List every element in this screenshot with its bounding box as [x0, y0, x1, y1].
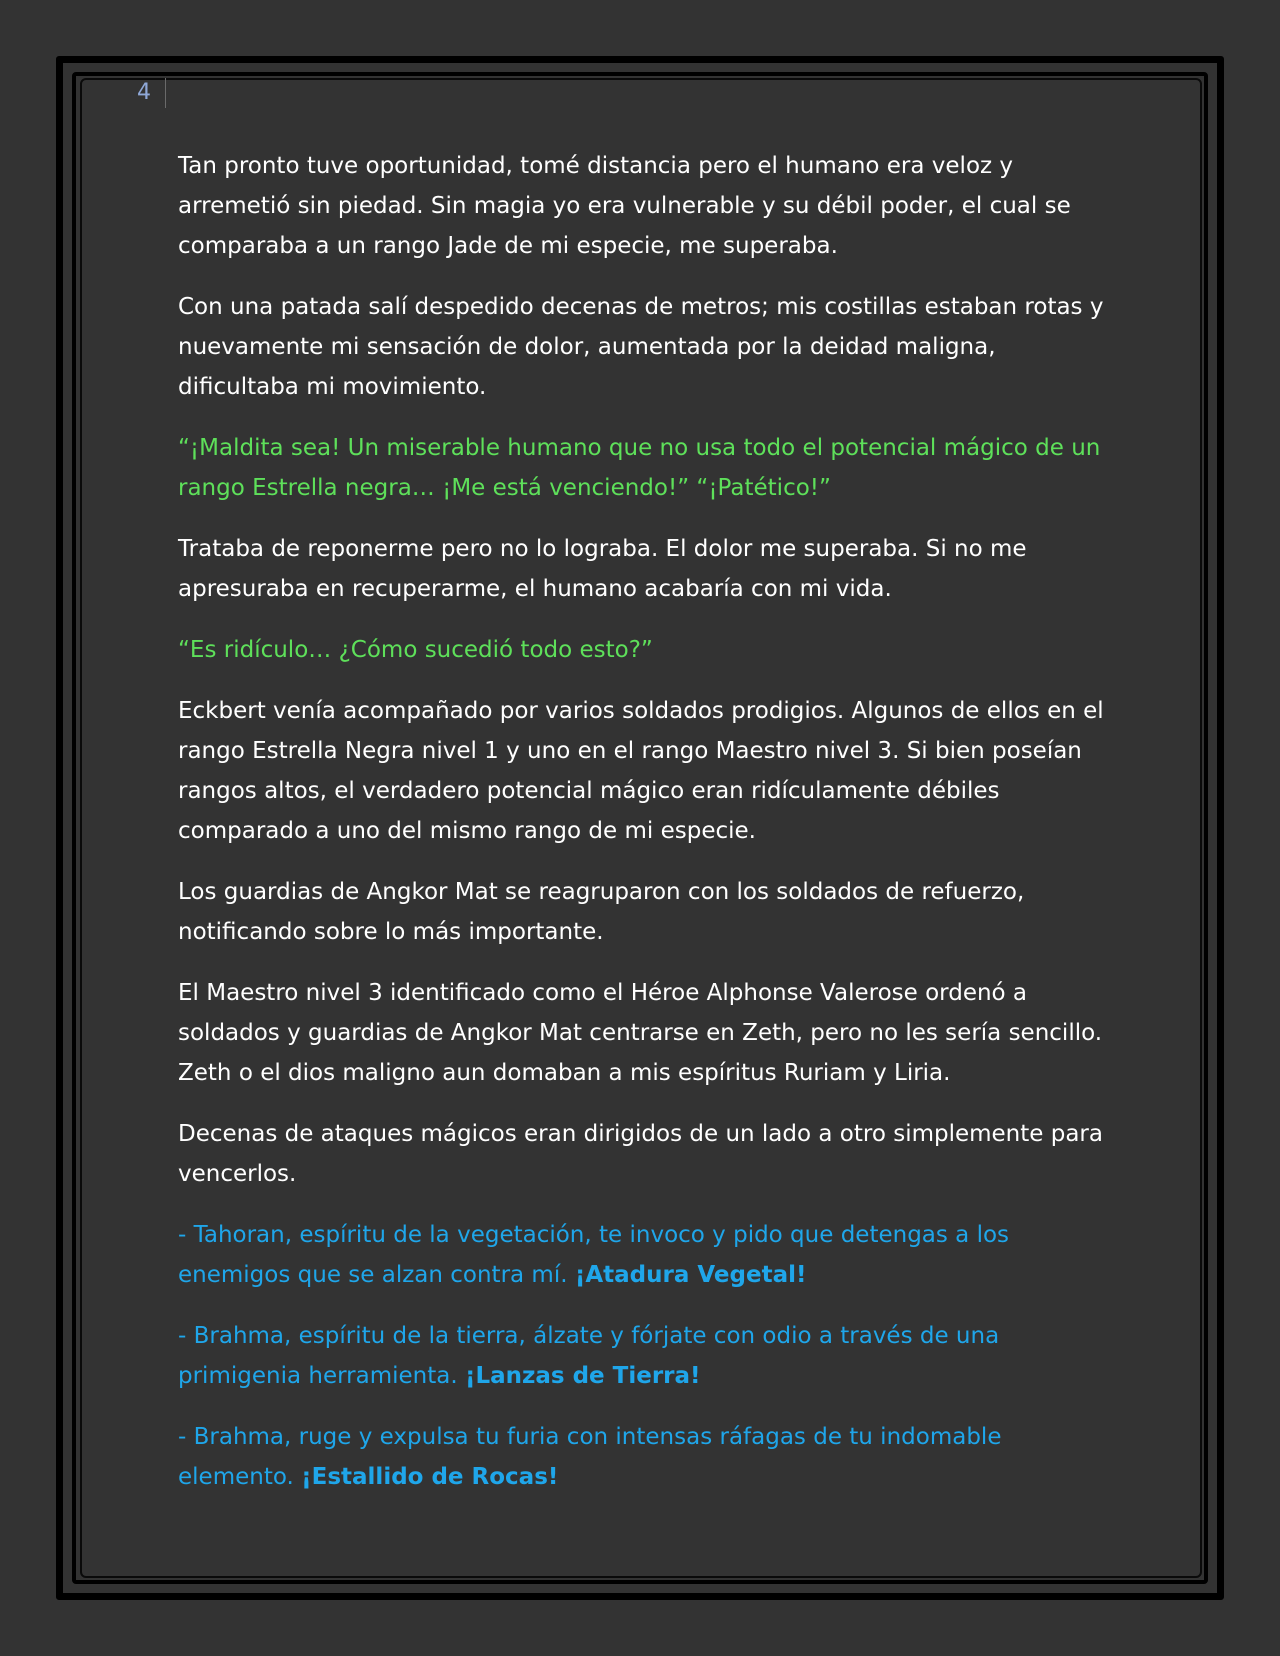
- spell-name: ¡Atadura Vegetal!: [574, 1262, 807, 1288]
- page-content: [178, 146, 1108, 1518]
- narration-paragraph: Los guardias de Angkor Mat se reagruparon con los soldados de refuerzo, notificando sobre lo más importante.: [178, 879, 1025, 945]
- narration-paragraph: Trataba de reponerme pero no lo lograba. El dolor me superaba. Si no me apresuraba en recuperarme, el humano acabaría con mi vida.: [178, 536, 1027, 602]
- spell-name: ¡Estallido de Rocas!: [301, 1464, 559, 1490]
- narration-paragraph: Eckbert venía acompañado por varios soldados prodigios. Algunos de ellos en el rango Estrella Negra nivel 1 y uno en el rango Maestro nivel 3. Si bien poseían rangos altos, el verdadero potencial mágico eran ridículamente débiles comparado a uno del mismo rango de mi especie.: [178, 698, 1104, 844]
- spell-name: ¡Lanzas de Tierra!: [464, 1363, 701, 1389]
- thought-paragraph: “¡Maldita sea! Un miserable humano que no usa todo el potencial mágico de un rango Estrella negra… ¡Me está venciendo!” “¡Patético!”: [178, 435, 1101, 501]
- narration-paragraph: Tan pronto tuve oportunidad, tomé distancia pero el humano era veloz y arremetió sin piedad. Sin magia yo era vulnerable y su débil poder, el cual se comparaba a un rango Jade de mi especie, me superaba.: [178, 153, 1071, 259]
- narration-paragraph: El Maestro nivel 3 identificado como el Héroe Alphonse Valerose ordenó a soldados y guardias de Angkor Mat centrarse en Zeth, pero no les sería sencillo. Zeth o el dios maligno aun domaban a mis espíritus Ruriam y Liria.: [178, 980, 1103, 1086]
- page-number: 4: [137, 78, 166, 108]
- spell-incantation: [178, 1316, 1108, 1396]
- narration-paragraph: Con una patada salí despedido decenas de metros; mis costillas estaban rotas y nuevamente mi sensación de dolor, aumentada por la deidad maligna, dificultaba mi movimiento.: [178, 294, 1104, 400]
- spell-incantation-text: - Brahma, espíritu de la tierra, álzate y fórjate con odio a través de una primigenia herramienta.: [178, 1323, 1000, 1389]
- spell-incantation-text: - Tahoran, espíritu de la vegetación, te invoco y pido que detengas a los enemigos que se alzan contra mí.: [178, 1222, 1010, 1288]
- thought-paragraph: “Es ridículo… ¿Cómo sucedió todo esto?”: [178, 637, 653, 663]
- narration-paragraph: Decenas de ataques mágicos eran dirigidos de un lado a otro simplemente para vencerlos.: [178, 1121, 1103, 1187]
- spell-incantation-text: - Brahma, ruge y expulsa tu furia con intensas ráfagas de tu indomable elemento.: [178, 1424, 1002, 1490]
- spell-incantation: [178, 1215, 1108, 1295]
- spell-incantation: [178, 1417, 1108, 1497]
